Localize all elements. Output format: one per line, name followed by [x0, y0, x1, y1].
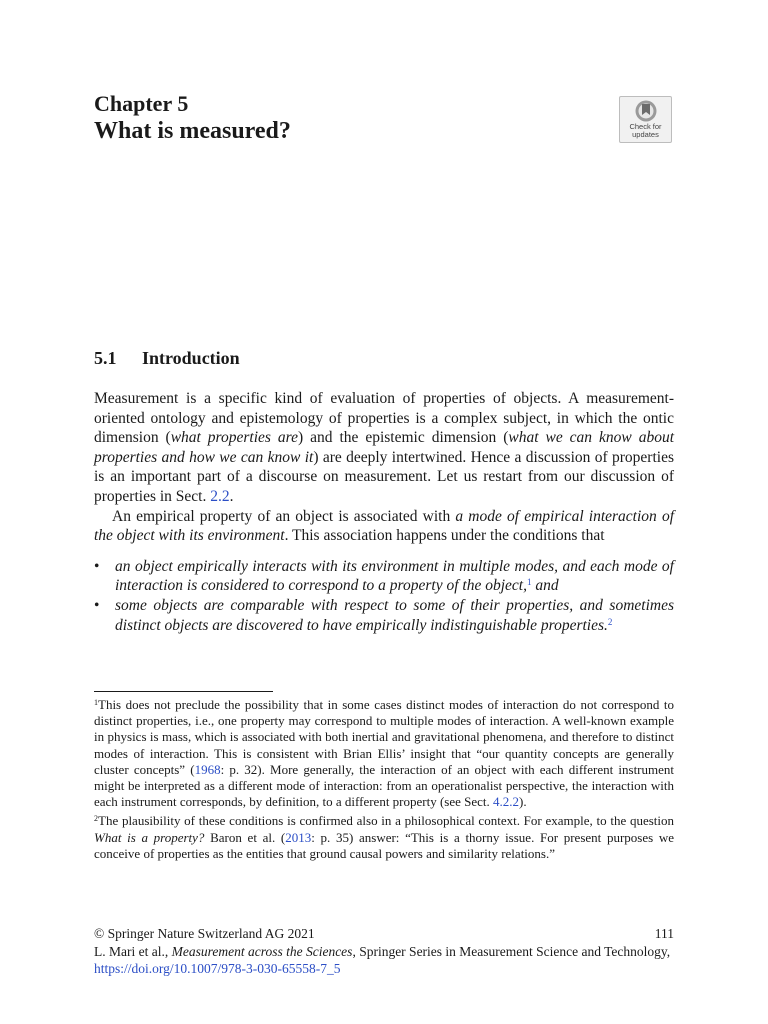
footnote-2-emphasis: What is a property?: [94, 829, 205, 845]
body-text: [94, 389, 674, 635]
section-heading: [94, 345, 240, 371]
section-reference-link[interactable]: 2.2: [210, 487, 230, 505]
check-for-updates-line1: Check for: [629, 122, 662, 131]
page-footer: [94, 925, 674, 978]
paragraph-2-text-a: An empirical property of an object is associated with: [112, 507, 456, 525]
list-item-text: some objects are comparable with respect to some of their properties, and sometimes distinct objects are discovered to have empirically indistinguishable properties.: [115, 596, 674, 634]
footnote-2-text-b: Baron et al. (: [204, 829, 286, 845]
section-number: 5.1: [94, 348, 117, 368]
paragraph-2: [94, 507, 674, 546]
copyright-notice: © Springer Nature Switzerland AG 2021: [94, 926, 315, 941]
bullet-icon: •: [94, 557, 100, 575]
paragraph-1-emphasis-b: what we can know about properties and how we can know it: [94, 429, 674, 466]
check-for-updates-badge[interactable]: [619, 96, 672, 143]
paragraph-2-emphasis: a mode of empirical interaction of the object with its environment: [94, 507, 675, 545]
footnote-2-mark: 2: [94, 814, 98, 824]
footnote-1-text-c: ).: [519, 794, 527, 810]
paragraph-1-text-b: ) and the epistemic dimension (: [298, 429, 509, 447]
citation-link-1968[interactable]: 1968: [194, 761, 221, 777]
paragraph-1-text-d: .: [229, 487, 234, 505]
list-item-tail: and: [531, 577, 559, 595]
footer-series: , Springer Series in Measurement Science and Technology,: [352, 943, 671, 959]
footnote-1-text-b: : p. 32). More generally, the interaction of an object with each different instrument might be interpreted as a different mode of interaction: from an operationalist perspective, the interaction with each instrument corresponds, by definition, to a different property (see Sect.: [94, 761, 675, 810]
page-number: 111: [654, 926, 674, 941]
conditions-list: [94, 557, 674, 635]
bookmark-ribbon-icon: [634, 100, 658, 122]
citation-link-2013[interactable]: 2013: [285, 829, 312, 845]
footer-authors: L. Mari et al.,: [94, 943, 172, 959]
bullet-icon: •: [94, 596, 100, 614]
citation-line: [94, 943, 674, 978]
paragraph-1-emphasis-a: what properties are: [170, 429, 298, 447]
footnote-divider: [94, 691, 273, 692]
doi-link[interactable]: https://doi.org/10.1007/978-3-030-65558-7_5: [94, 961, 341, 976]
paragraph-1: [94, 389, 674, 507]
footnote-2: [94, 813, 674, 862]
section-reference-link-4-2-2[interactable]: 4.2.2: [493, 794, 520, 810]
footnote-2-text-c: : p. 35) answer: “This is a thorny issue. For present purposes we conceive of properties as the entities that ground causal powers and similarity relations.”: [94, 829, 674, 861]
paragraph-1-text-c: ) are deeply intertwined. Hence a discussion of properties is an important part of a discourse on measurement. Let us restart from our discussion of properties in Sect.: [94, 448, 674, 505]
section-title: Introduction: [142, 348, 240, 368]
list-item: [94, 557, 674, 596]
list-item: [94, 596, 674, 635]
paragraph-1-text-a: Measurement is a specific kind of evaluation of properties of objects. A measurement-oriented ontology and epistemology of properties is a complex subject, in which the ontic dimension (: [94, 390, 674, 447]
list-item-text: an object empirically interacts with its environment in multiple modes, and each mode of interaction is considered to correspond to a property of the object,: [115, 557, 674, 595]
footer-book-title: Measurement across the Sciences: [171, 943, 353, 959]
footnote-1-mark: 1: [94, 698, 98, 707]
chapter-label: Chapter 5: [94, 91, 189, 116]
footnote-ref-2[interactable]: 2: [607, 616, 613, 627]
chapter-title: What is measured?: [94, 118, 291, 144]
footnote-2-text-a: The plausibility of these conditions is confirmed also in a philosophical context. For example, to the question: [98, 813, 674, 829]
footnote-1: [94, 697, 674, 810]
footnote-ref-1[interactable]: 1: [526, 577, 532, 588]
footnotes: [94, 697, 674, 865]
footnote-1-text-a: This does not preclude the possibility that in some cases distinct modes of interaction do not correspond to distinct properties, i.e., one property may correspond to multiple modes of interaction. A well-known example in physics is mass, which is associated with both inertial and gravitational phenomena, and therefore to distinct modes of interaction. This is consistent with Brian Ellis’ insight that “our quantity concepts are generally cluster concepts” (: [94, 697, 674, 777]
page: [94, 0, 674, 1024]
paragraph-2-text-b: . This association happens under the conditions that: [284, 527, 605, 545]
check-for-updates-line2: updates: [632, 130, 659, 139]
